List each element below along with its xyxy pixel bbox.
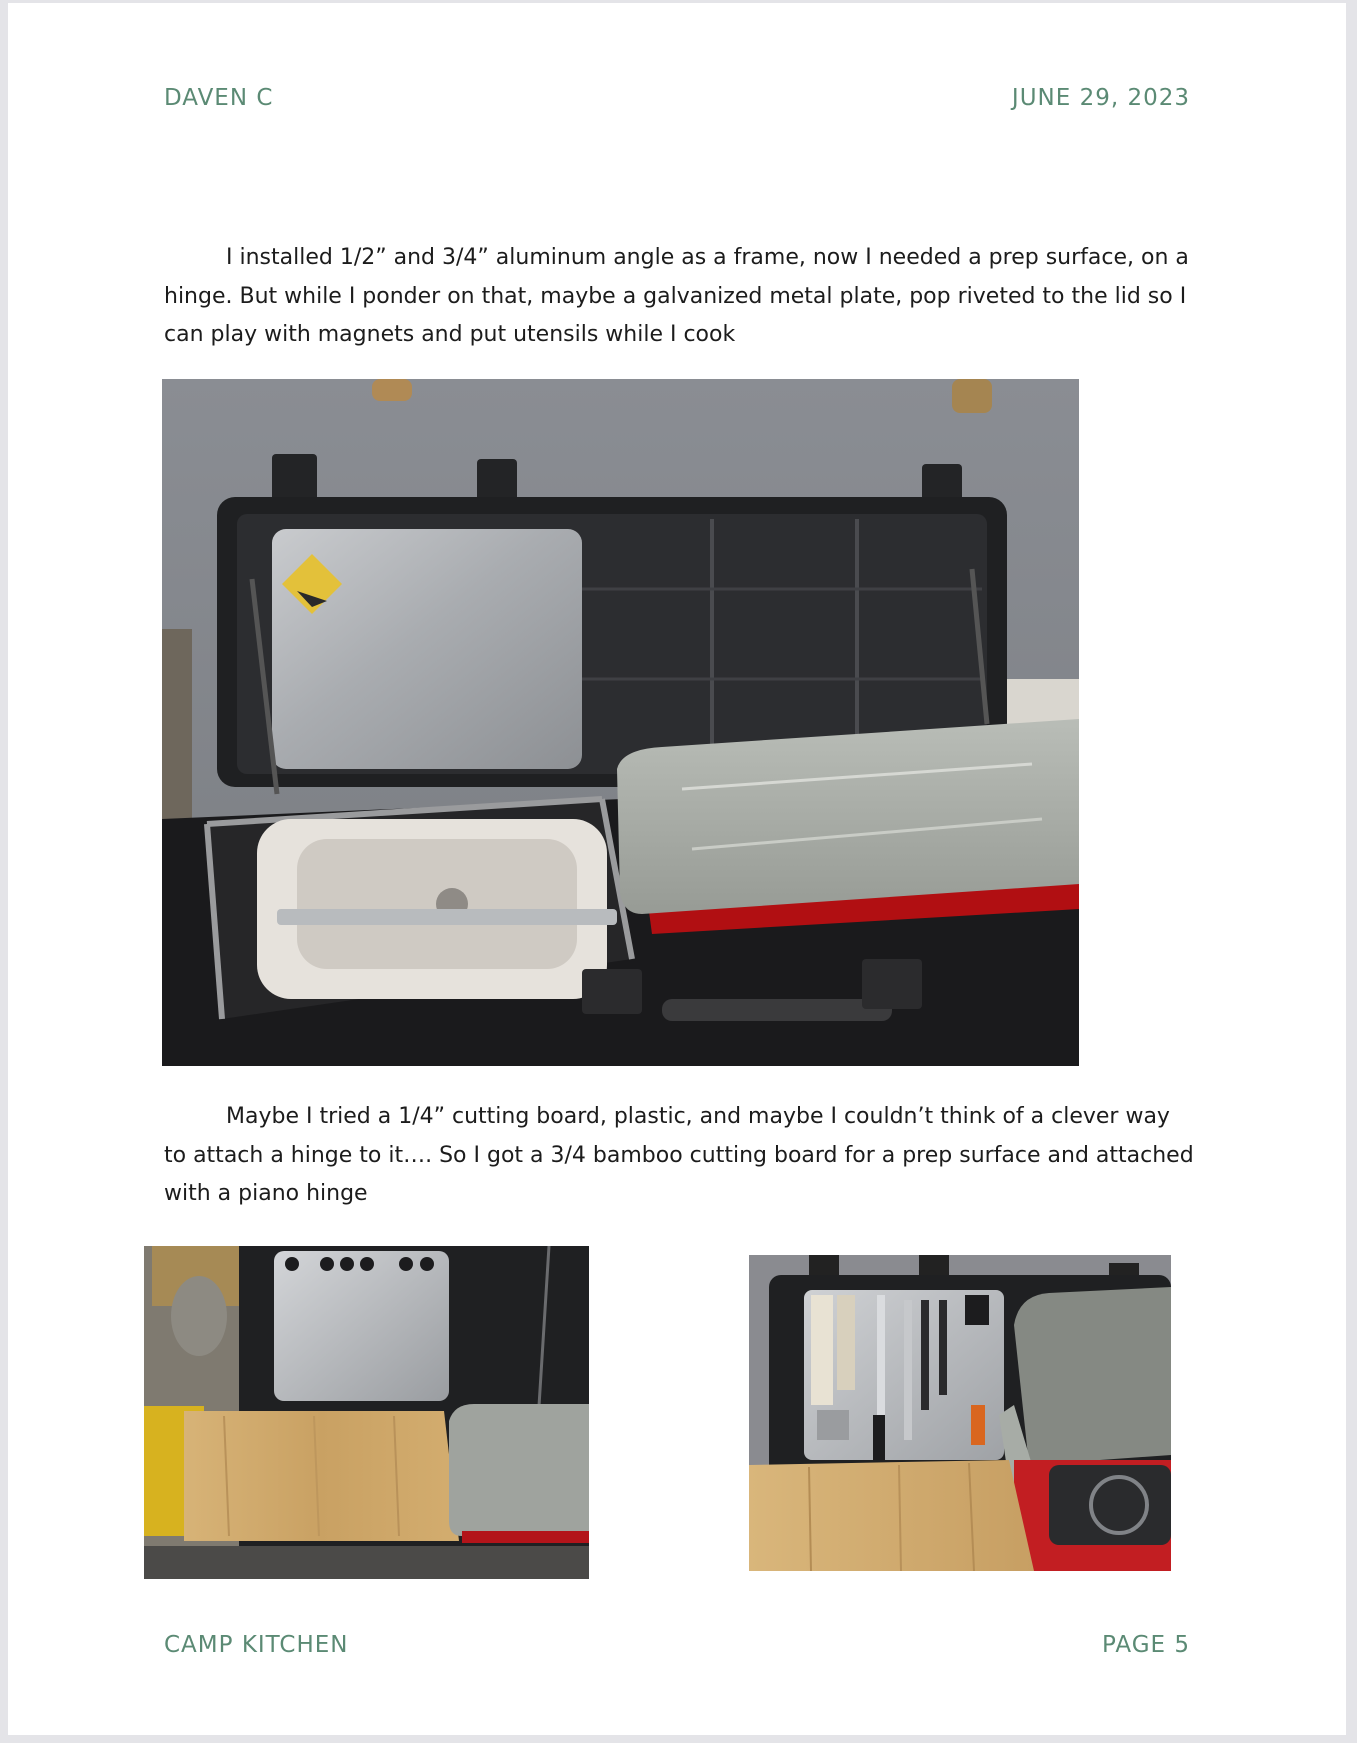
header-author: DAVEN C	[164, 85, 274, 111]
footer-section-title: CAMP KITCHEN	[164, 1632, 349, 1658]
body-paragraph-1: I installed 1/2” and 3/4” aluminum angle as a frame, now I needed a prep surface, on a hinge. But while I ponder on that, maybe a galvanized metal plate, pop riveted to the lid so I can play with magnets and put utensils while I cook	[164, 245, 1189, 347]
body-paragraph-2: Maybe I tried a 1/4” cutting board, plastic, and maybe I couldn’t think of a clever way to attach a hinge to it…. So I got a 3/4 bamboo cutting board for a prep surface and attached with a piano hinge	[164, 1104, 1194, 1206]
document-page	[8, 3, 1346, 1735]
footer-page-number: PAGE 5	[1101, 1632, 1190, 1658]
knives-on-magnetic-plate-photo	[749, 1255, 1171, 1571]
header-date: JUNE 29, 2023	[1011, 85, 1190, 111]
open-case-with-metal-plate-photo	[162, 379, 1079, 1066]
bamboo-board-with-hooks-photo	[144, 1246, 589, 1579]
